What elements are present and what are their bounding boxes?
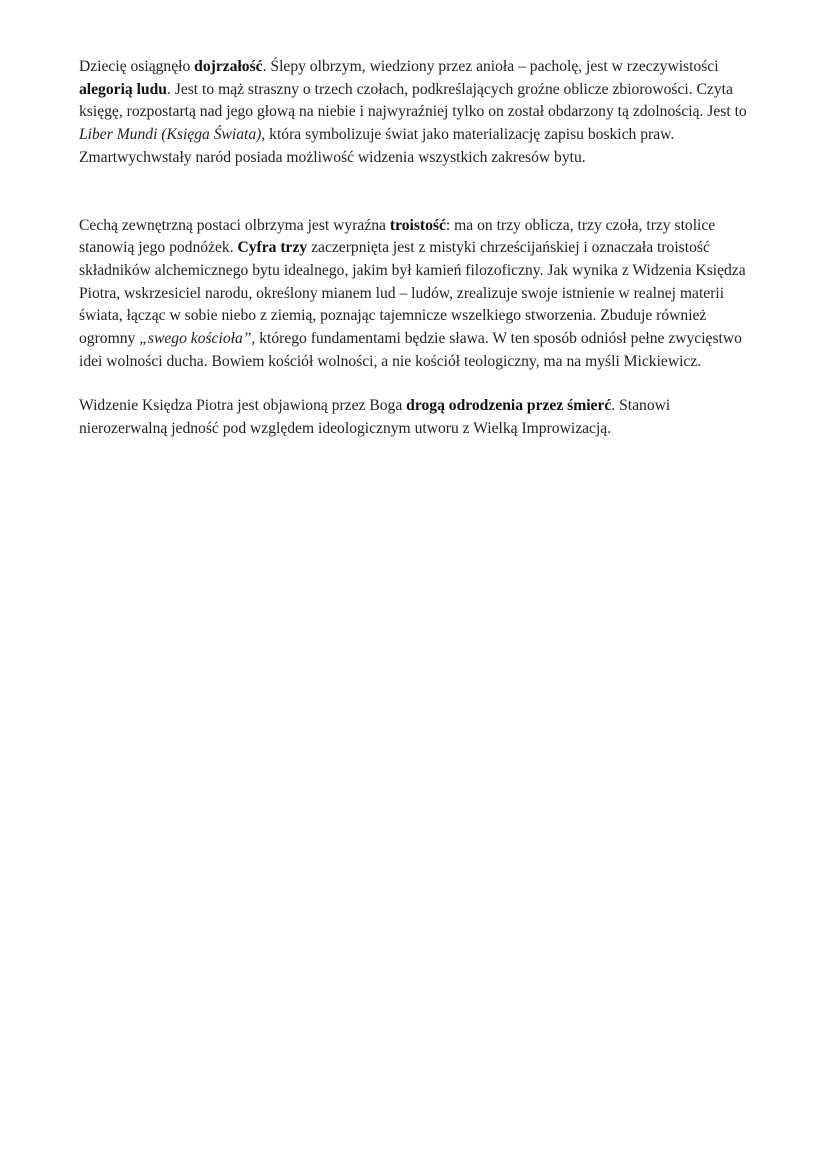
paragraph-1	[79, 56, 754, 170]
paragraph-3	[79, 395, 754, 440]
text-segment: : ma on trzy oblicza, trzy czoła, trzy stolice stanowią jego podnóżek.	[79, 216, 716, 257]
bold-term-dojrzalosc: dojrzałość	[194, 58, 263, 75]
bold-term-droga-odrodzenia: drogą odrodzenia przez śmierć	[406, 397, 612, 415]
text-segment: Dziecię osiągnęło	[79, 58, 195, 75]
text-segment: . Jest to mąż straszny o trzech czołach, podkreślających groźne oblicze zbiorowości. Czyta księgę, rozpostartą nad jego głową na niebie i najwyraźniej tylko on został obdarzony tą zdolnością. Jest to	[79, 80, 747, 121]
text-segment: . Ślepy olbrzym, wiedziony przez anioła – pacholę, jest w rzeczywistości	[262, 58, 719, 75]
text-segment: zaczerpnięta jest z mistyki chrześcijańskiej i oznaczała troistość składników alchemicznego bytu idealnego, jakim był kamień filozoficzny. Jak wynika z Widzenia Księdza Piotra, wskrzesiciel narodu, określony mianem lud – ludów, zrealizuje swoje istnienie w realnej materii świata, łącząc w sobie niebo z ziemią, poznając tajemnicze wszelkiego stworzenia. Zbuduje również ogromny	[79, 239, 746, 348]
bold-term-cyfra-trzy: Cyfra trzy	[237, 239, 308, 257]
text-segment: , którego fundamentami będzie sława. W ten sposób odniósł pełne zwycięstwo idei wolności ducha. Bowiem kościół wolności, a nie kościół teologiczny, ma na myśli Mickiewicz.	[79, 330, 742, 370]
text-segment: Widzenie Księdza Piotra jest objawioną przez Boga	[79, 397, 407, 415]
text-segment: , która symbolizuje świat jako materializację zapisu boskich praw. Zmartwychwstały naród posiada możliwość widzenia wszystkich zakresów bytu.	[79, 126, 675, 166]
italic-quote-swego-kosciola: „swego kościoła”	[139, 330, 252, 348]
text-segment: . Stanowi nierozerwalną jedność pod względem ideologicznym utworu z Wielką Improwizacją.	[79, 397, 671, 438]
italic-title-liber-mundi: Liber Mundi (Księga Świata)	[79, 126, 262, 144]
bold-term-troistosc: troistość	[389, 216, 446, 234]
paragraph-2	[79, 215, 754, 374]
text-segment: Cechą zewnętrzną postaci olbrzyma jest wyraźna	[79, 216, 390, 234]
bold-term-alegoria-ludu: alegorią ludu	[79, 80, 167, 98]
document-body	[79, 56, 754, 441]
